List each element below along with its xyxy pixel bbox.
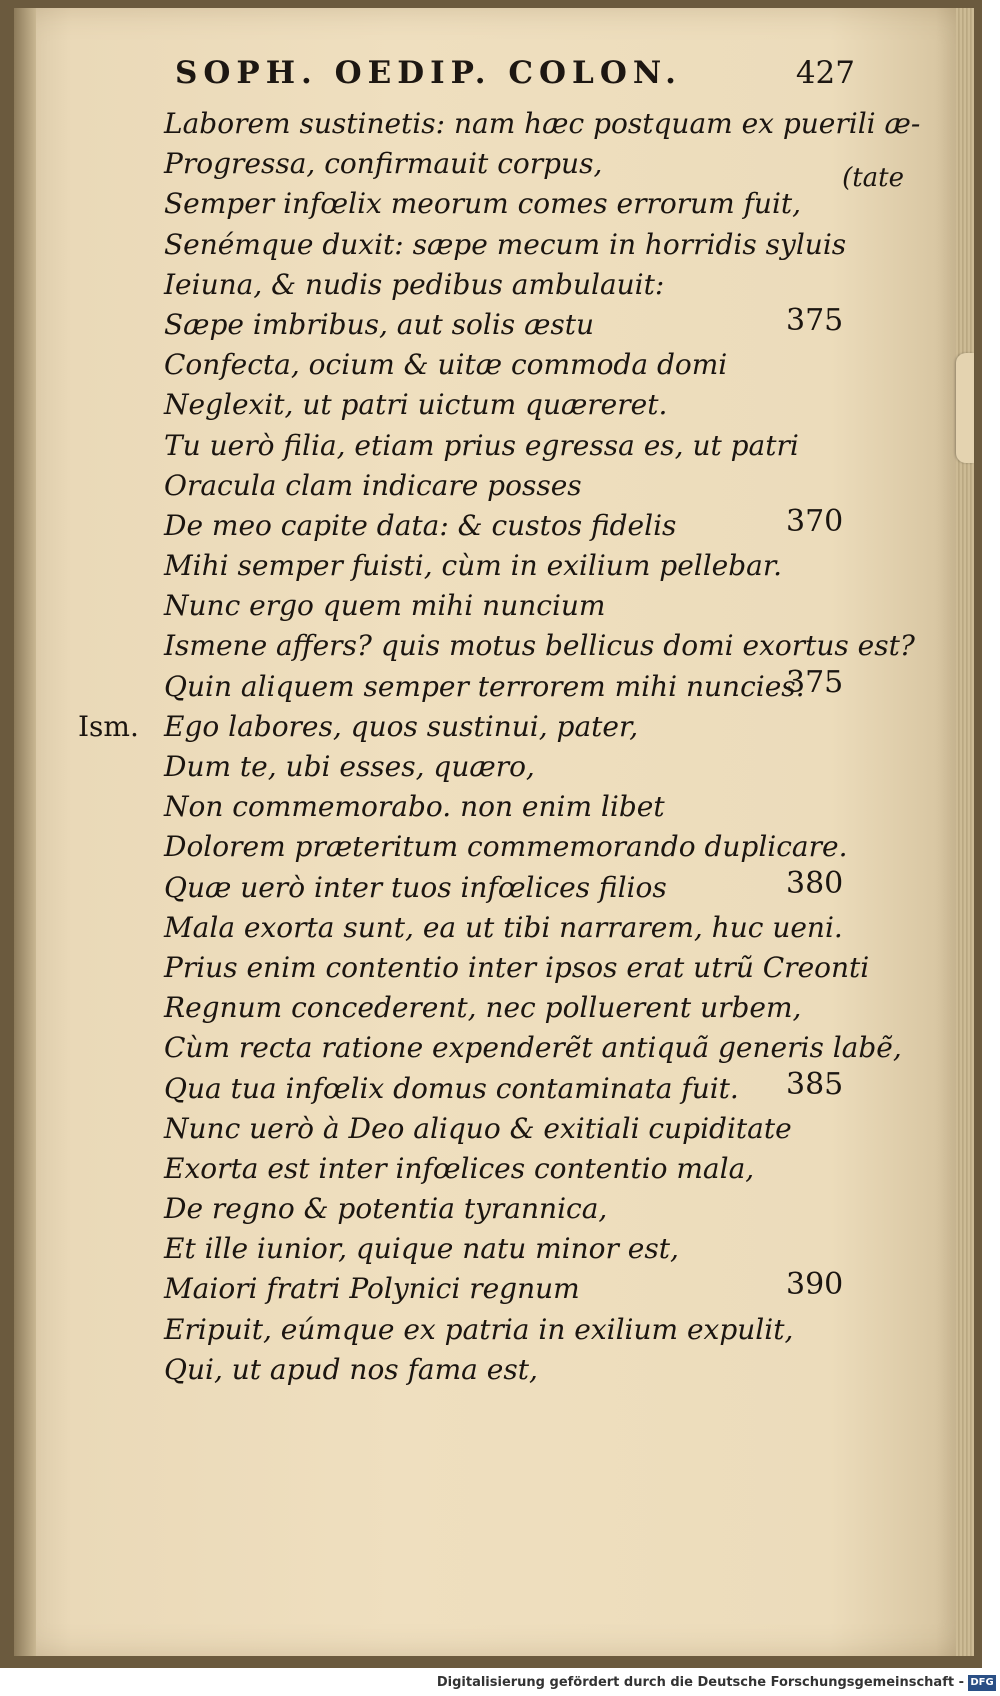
verse-line (164, 426, 904, 466)
overflow-text: (tate (842, 163, 904, 194)
verse-line (164, 865, 904, 908)
verse-line (164, 586, 904, 626)
page-tab (956, 353, 974, 463)
verse-line (164, 546, 904, 586)
verse-text: Regnum concederent, nec polluerent urbem, (164, 991, 802, 1025)
verse-line (164, 385, 904, 425)
verse-text: Quæ uerò inter tuos infœlices filios (164, 870, 667, 904)
verse-text: Nunc ergo quem mihi nuncium (164, 589, 606, 623)
running-title: SOPH. OEDIP. COLON. (175, 55, 682, 91)
verse-line (164, 1189, 904, 1229)
line-number: 370 (786, 503, 844, 539)
verse-text: Cùm recta ratione expenderẽt antiquã generis labẽ, (164, 1031, 902, 1065)
page-header (175, 55, 855, 95)
verse-text: Mala exorta sunt, ea ut tibi narrarem, huc ueni. (164, 910, 843, 944)
line-number: 390 (786, 1267, 844, 1303)
verse-line (164, 503, 904, 546)
verse-text: Semper infœlix meorum comes errorum fuit, (164, 187, 802, 221)
verse-text: Dolorem præteritum commemorando duplicare. (164, 830, 848, 864)
funding-credit: Digitalisierung gefördert durch die Deutsche Forschungsgemeinschaft - (436, 1675, 964, 1690)
verse-line (164, 626, 915, 666)
verse-line (164, 988, 904, 1028)
verse-line (164, 225, 904, 265)
verse-line (164, 908, 904, 948)
verse-text: Laborem sustinetis: nam hæc postquam ex puerili æ- (164, 107, 921, 140)
verse-text: Ego labores, quos sustinui, pater, (164, 709, 639, 743)
verse-line (164, 144, 904, 194)
verse-text: Tu uerò filia, etiam prius egressa es, ut patri (164, 428, 799, 462)
verse-line (164, 345, 904, 385)
verse-text: Prius enim contentio inter ipsos erat utrũ Creonti (164, 950, 870, 984)
verse-line (164, 1229, 904, 1269)
line-number: 375 (786, 664, 844, 700)
verse-text: Sæpe imbribus, aut solis æstu (164, 307, 595, 341)
verse-line (164, 827, 904, 867)
verse-text: Qua tua infœlix domus contaminata fuit. (164, 1071, 739, 1105)
verse-text: Qui, ut apud nos fama est, (164, 1352, 538, 1386)
verse-text: Non commemorabo. non enim libet (164, 790, 665, 824)
line-number: 385 (786, 1066, 844, 1102)
page-edges (956, 8, 974, 1656)
verse-text: Senémque duxit: sæpe mecum in horridis syluis (164, 227, 847, 261)
line-number: 380 (786, 865, 844, 901)
verse-line (164, 104, 921, 144)
verse-line (164, 1028, 904, 1068)
verse-text: De regno & potentia tyrannica, (164, 1192, 608, 1226)
verse-line (78, 707, 904, 747)
verse-text: Confecta, ocium & uitæ commoda domi (164, 348, 728, 382)
verse-text: Progressa, confirmauit corpus, (164, 147, 603, 181)
verse-text: Ismene affers? quis motus bellicus domi exortus est? (164, 629, 915, 663)
verse-text: Exorta est inter infœlices contentio mala, (164, 1151, 755, 1185)
digitization-footer (0, 1672, 1000, 1696)
line-number: 375 (786, 302, 844, 338)
verse-line (164, 1350, 904, 1390)
verse-line (164, 466, 904, 506)
verse-line (164, 747, 904, 787)
verse-line (164, 1109, 904, 1149)
verse-text: Mihi semper fuisti, cùm in exilium pellebar. (164, 549, 783, 583)
verse-text: De meo capite data: & custos fidelis (164, 508, 677, 542)
verse-text: Neglexit, ut patri uictum quæreret. (164, 388, 668, 422)
verse-text: Et ille iunior, quique natu minor est, (164, 1232, 679, 1266)
verse-text: Eripuit, eúmque ex patria in exilium expulit, (164, 1312, 794, 1346)
verse-line (164, 664, 904, 707)
page-gutter (14, 8, 36, 1656)
verse-text: Dum te, ubi esses, quæro, (164, 750, 535, 783)
verse-text: Quin aliquem semper terrorem mihi nuncies. (164, 669, 805, 703)
verse-line (164, 787, 904, 827)
verse-text: Oracula clam indicare posses (164, 468, 582, 502)
page-number: 427 (795, 55, 855, 91)
verse-text: Ieiuna, & nudis pedibus ambulauit: (164, 267, 665, 301)
dfg-logo: DFG (968, 1675, 996, 1691)
verse-line (164, 948, 904, 988)
verse-line (164, 1310, 904, 1350)
verse-line (164, 184, 904, 224)
speaker-label: Ism. (78, 709, 139, 743)
verse-line (164, 1269, 904, 1309)
verse-line (164, 1149, 904, 1189)
verse-line (164, 302, 904, 345)
verse-text: Nunc uerò à Deo aliquo & exitiali cupiditate (164, 1111, 792, 1145)
verse-line (164, 265, 904, 305)
verse-lines (78, 104, 921, 1390)
verse-text: Maiori fratri Polynici regnum (164, 1272, 580, 1306)
verse-line (164, 1066, 904, 1109)
